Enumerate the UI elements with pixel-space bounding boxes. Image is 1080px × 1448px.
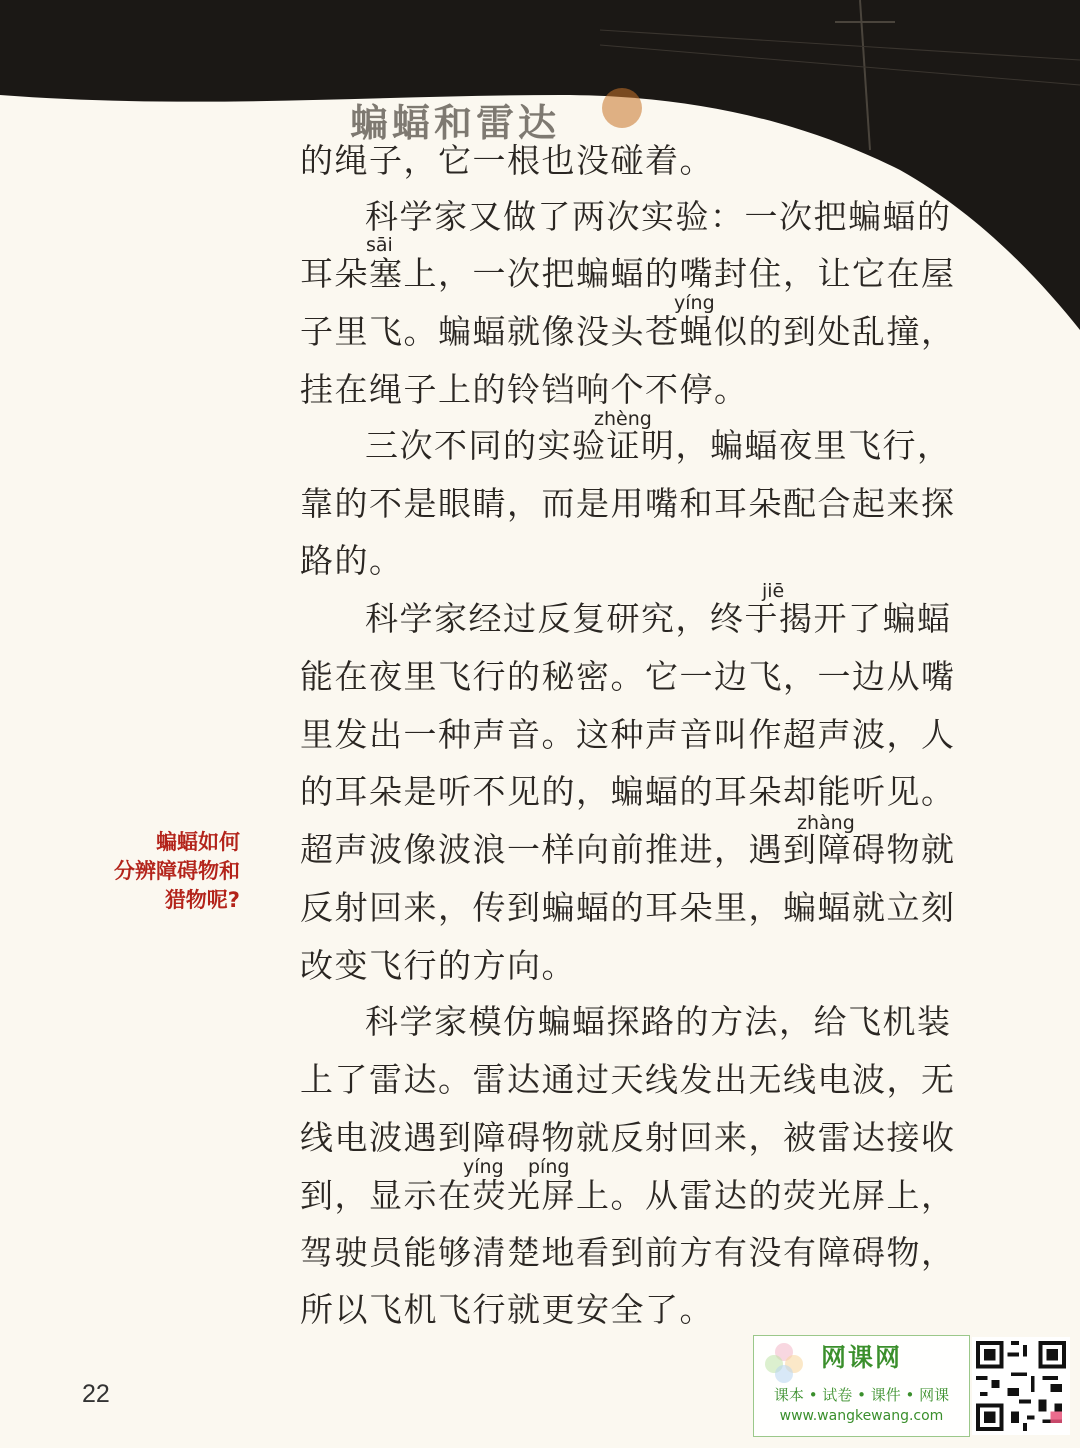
body-line: 驾驶员能够清楚地看到前方有没有障碍物，	[300, 1233, 956, 1272]
body-line: 耳朵塞上，一次把蝙蝠的嘴封住，让它在屋	[300, 254, 956, 293]
body-line: 科学家模仿蝙蝠探路的方法，给飞机装	[365, 1002, 952, 1041]
watermark-title: 网课网	[820, 1343, 902, 1372]
body-line: 三次不同的实验证明，蝙蝠夜里飞行，	[365, 426, 952, 465]
chapter-emblem-icon	[602, 88, 642, 128]
side-note-question	[88, 828, 240, 915]
body-line: 科学家经过反复研究，终于揭开了蝙蝠	[365, 599, 952, 638]
body-line: 挂在绳子上的铃铛响个不停。	[300, 370, 749, 409]
body-line: 反射回来，传到蝙蝠的耳朵里，蝙蝠就立刻	[300, 888, 956, 927]
side-note-line: 分辨障碍物和	[114, 859, 240, 883]
pinyin-jie: jiē	[762, 580, 785, 602]
body-line: 靠的不是眼睛，而是用嘴和耳朵配合起来探	[300, 484, 956, 523]
body-line: 到，显示在荧光屏上。从雷达的荧光屏上，	[300, 1176, 956, 1215]
page-number: 22	[82, 1380, 110, 1408]
body-line: 科学家又做了两次实验：一次把蝙蝠的	[365, 197, 952, 236]
side-note-line: 蝙蝠如何	[156, 830, 240, 854]
body-line: 线电波遇到障碍物就反射回来，被雷达接收	[300, 1118, 956, 1157]
chapter-title: 蝙蝠和雷达	[350, 100, 561, 145]
body-line: 里发出一种声音。这种声音叫作超声波，人	[300, 715, 956, 754]
pinyin-ying2: yíng	[463, 1156, 504, 1178]
pinyin-sai: sāi	[366, 234, 393, 256]
pinyin-ying: yíng	[674, 292, 715, 314]
body-line: 所以飞机飞行就更安全了。	[300, 1290, 714, 1329]
body-line: 子里飞。蝙蝠就像没头苍蝇似的到处乱撞，	[300, 312, 956, 351]
watermark-box[interactable]	[753, 1335, 970, 1437]
qr-code-icon[interactable]	[972, 1337, 1070, 1435]
pinyin-zhang: zhàng	[797, 812, 855, 834]
body-line: 改变飞行的方向。	[300, 946, 576, 985]
body-line: 路的。	[300, 541, 404, 580]
body-line: 超声波像波浪一样向前推进，遇到障碍物就	[300, 830, 956, 869]
watermark-url[interactable]: www.wangkewang.com	[779, 1408, 944, 1424]
body-line: 的耳朵是听不见的，蝙蝠的耳朵却能听见。	[300, 772, 956, 811]
body-line: 的绳子，它一根也没碰着。	[300, 141, 714, 180]
watermark-tags: 课本 • 试卷 • 课件 • 网课	[773, 1386, 950, 1404]
side-note-line: 猎物呢?	[164, 888, 240, 912]
body-line: 上了雷达。雷达通过天线发出无线电波，无	[300, 1060, 956, 1099]
pinyin-ping: píng	[528, 1156, 570, 1178]
pinyin-zheng: zhèng	[594, 408, 652, 430]
body-line: 能在夜里飞行的秘密。它一边飞，一边从嘴	[300, 657, 956, 696]
